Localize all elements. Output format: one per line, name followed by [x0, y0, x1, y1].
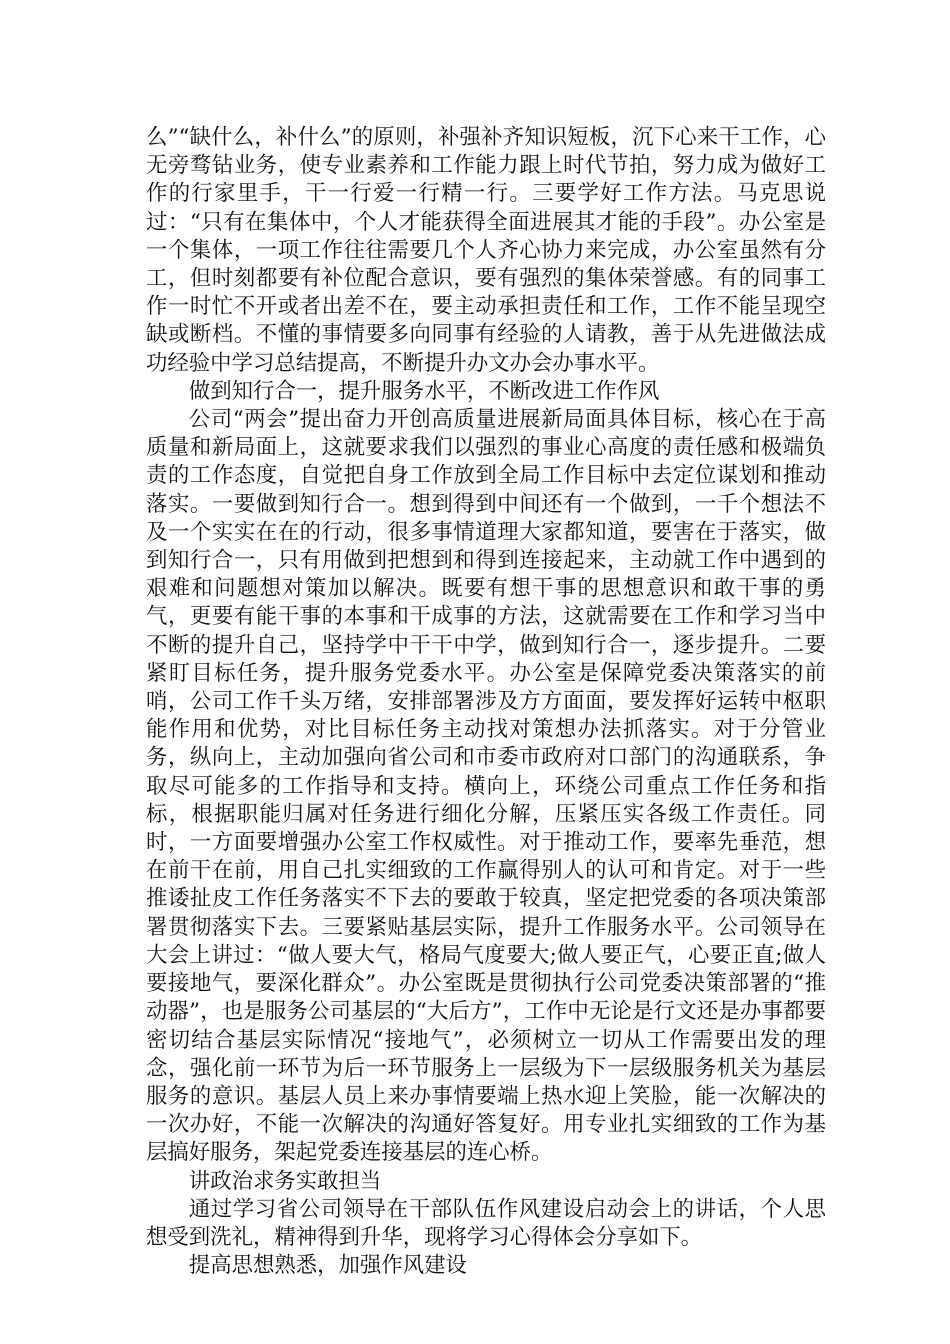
section-heading-politics: 讲政治求务实敢担当: [188, 1168, 382, 1194]
paragraph-body: 公司“两会”提出奋力开创高质量进展新局面具体目标，核心在于高质量和新局面上，这就要求我们以强烈的事业心高度的责任感和极端负责的工作态度，自觉把自身工作放到全局工作目标中去定位谋划和推动落实。一要做到知行合一。想到得到中间还有一个做到，一千个想法不及一个实实在在的行动，很多事情道理大家都知道，要害在于落实，做到知行合一，只有用做到把想到和得到连接起来，主动就工作中遇到的艰难和问题想对策加以解决。既要有想干事的思想意识和敢干事的勇气，更要有能干事的本事和干成事的方法，这就需要在工作和学习当中不断的提升自己，坚持学中干干中学，做到知行合一，逐步提升。二要紧盯目标任务，提升服务党委水平。办公室是保障党委决策落实的前哨，公司工作千头万绪，安排部署涉及方方面面，要发挥好运转中枢职能作用和优势，对比目标任务主动找对策想办法抓落实。对于分管业务，纵向上，主动加强向省公司和市委市政府对口部门的沟通联系，争取尽可能多的工作指导和支持。横向上，环绕公司重点工作任务和指标，根据职能归属对任务进行细化分解，压紧压实各级工作责任。同时，一方面要增强办公室工作权威性。对于推动工作，要率先垂范，想在前干在前，用自己扎实细致的工作赢得别人的认可和肯定。对于一些推诿扯皮工作任务落实不下去的要敢于较真，坚定把党委的各项决策部署贯彻落实下去。三要紧贴基层实际，提升工作服务水平。公司领导在大会上讲过：“做人要大气，格局气度要大;做人要正气，心要正直;做人要接地气，要深化群众”。办公室既是贯彻执行公司党委决策部署的“推动器”，也是服务公司基层的“大后方”，工作中无论是行文还是办事都要密切结合基层实际情况“接地气”，必须树立一切从工作需要出发的理念，强化前一环节为后一环节服务上一层级为下一层级服务机关为基层服务的意识。基层人员上来办事情要端上热水迎上笑脸，能一次解决的一次办好，不能一次解决的沟通好答复好。用专业扎实细致的工作为基层搞好服务，架起党委连接基层的连心桥。: [146, 407, 826, 1166]
paragraph-continued: 么”“缺什么，补什么”的原则，补强补齐知识短板，沉下心来干工作，心无旁骛钻业务，使专业素养和工作能力跟上时代节拍，努力成为做好工作的行家里手，干一行爱一行精一行。三要学好工作方法。马克思说过：“只有在集体中，个人才能获得全面进展其才能的手段”。办公室是一个集体，一项工作往往需要几个人齐心协力来完成，办公室虽然有分工，但时刻都要有补位配合意识，要有强烈的集体荣誉感。有的同事工作一时忙不开或者出差不在，要主动承担责任和工作，工作不能呈现空缺或断档。不懂的事情要多向同事有经验的人请教，善于从先进做法成功经验中学习总结提高，不断提升办文办会办事水平。: [146, 125, 826, 376]
document-body: [146, 124, 826, 1280]
section-heading-knowledge-action: 做到知行合一，提升服务水平，不断改进工作作风: [188, 378, 660, 404]
paragraph-intro: 通过学习省公司领导在干部队伍作风建设启动会上的讲话，个人思想受到洗礼，精神得到升华，现将学习心得体会分享如下。: [146, 1196, 826, 1250]
section-heading-style: 提高思想熟悉，加强作风建设: [188, 1253, 467, 1279]
